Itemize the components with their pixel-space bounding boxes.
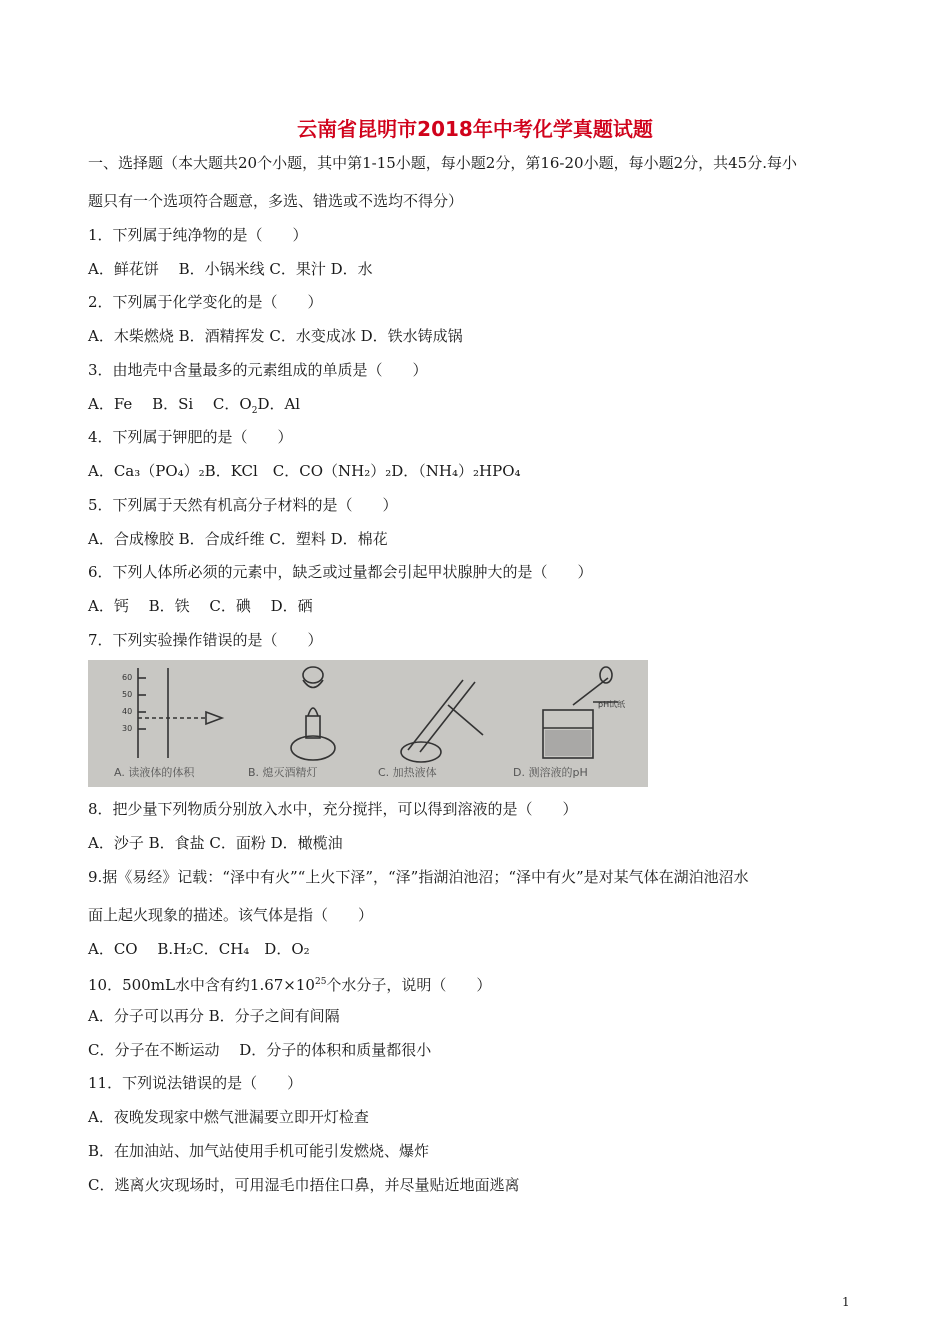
- question-11-option-b: B．在加油站、加气站使用手机可能引发燃烧、爆炸: [88, 1142, 430, 1160]
- section-heading-line1: 一、选择题（本大题共20个小题，其中第1-15小题，每小题2分，第16-20小题，每小题2分，共45分.每小: [88, 154, 797, 172]
- question-3-options: [88, 394, 300, 421]
- cylinder-tick-40: 40: [122, 707, 133, 716]
- question-9-line2: 面上起火现象的描述。该气体是指（ ）: [88, 906, 374, 924]
- question-4: 4．下列属于钾肥的是（ ）: [88, 428, 293, 446]
- question-10-exponent: 25: [314, 977, 327, 987]
- question-8: 8．把少量下列物质分别放入水中，充分搅拌，可以得到溶液的是（ ）: [88, 800, 578, 818]
- figure-caption-a: A. 读液体的体积: [114, 766, 195, 779]
- question-8-options: A．沙子 B．食盐 C．面粉 D．橄榄油: [88, 834, 343, 852]
- question-9-options: A．CO B.H₂C．CH₄ D．O₂: [88, 940, 310, 958]
- question-11: 11．下列说法错误的是（ ）: [88, 1074, 303, 1092]
- question-10-post: 个水分子，说明（ ）: [326, 976, 492, 994]
- question-7: 7．下列实验操作错误的是（ ）: [88, 631, 323, 649]
- figure-caption-c: C. 加热液体: [378, 766, 437, 779]
- question-5: 5．下列属于天然有机高分子材料的是（ ）: [88, 496, 398, 514]
- question-11-option-a: A．夜晚发现家中燃气泄漏要立即开灯检查: [88, 1108, 369, 1126]
- cylinder-tick-30: 30: [122, 724, 133, 733]
- question-6: 6．下列人体所必须的元素中，缺乏或过量都会引起甲状腺肿大的是（ ）: [88, 563, 593, 581]
- question-2: 2．下列属于化学变化的是（ ）: [88, 293, 323, 311]
- page-title: 云南省昆明市2018年中考化学真题试题: [297, 117, 653, 141]
- page-number: 1: [842, 1295, 850, 1309]
- question-1-options: A．鲜花饼 B．小锅米线 C．果汁 D．水: [88, 260, 373, 278]
- question-2-options: A．木柴燃烧 B．酒精挥发 C．水变成冰 D．铁水铸成锅: [88, 327, 463, 345]
- question-3-options-sub: 2: [251, 406, 258, 416]
- section-heading-line2: 题只有一个选项符合题意，多选、错选或不选均不得分）: [88, 192, 464, 210]
- figure-caption-d: D. 测溶液的pH: [513, 766, 588, 779]
- question-9-line1: 9.据《易经》记载：“泽中有火”“上火下泽”，“泽”指湖泊池沼；“泽中有火”是对某气体在湖泊池沼水: [88, 868, 749, 886]
- question-10-options-cd: C．分子在不断运动 D．分子的体积和质量都很小: [88, 1041, 432, 1059]
- cylinder-tick-60: 60: [122, 673, 133, 682]
- question-5-options: A．合成橡胶 B．合成纤维 C．塑料 D．棉花: [88, 530, 388, 548]
- question-3-options-pre: A．Fe B．Si C．O: [88, 395, 252, 413]
- cylinder-tick-50: 50: [122, 690, 133, 699]
- question-11-option-c: C．逃离火灾现场时，可用湿毛巾捂住口鼻，并尽量贴近地面逃离: [88, 1176, 520, 1194]
- question-10: [88, 972, 491, 995]
- figure-caption-b: B. 熄灭酒精灯: [248, 766, 318, 779]
- question-1: 1．下列属于纯净物的是（ ）: [88, 226, 308, 244]
- question-3-options-post: D．Al: [257, 395, 301, 413]
- question-4-options: A．Ca₃（PO₄）₂B．KCl C．CO（NH₂）₂D．（NH₄）₂HPO₄: [88, 462, 521, 480]
- question-10-pre: 10．500mL水中含有约1.67×10: [88, 976, 315, 994]
- lab-operations-figure: [88, 660, 648, 787]
- question-3: 3．由地壳中含量最多的元素组成的单质是（ ）: [88, 361, 428, 379]
- question-10-options-ab: A．分子可以再分 B．分子之间有间隔: [88, 1007, 340, 1025]
- question-6-options: A．钙 B．铁 C．碘 D．硒: [88, 597, 313, 615]
- ph-paper-label: pH试纸: [598, 700, 626, 709]
